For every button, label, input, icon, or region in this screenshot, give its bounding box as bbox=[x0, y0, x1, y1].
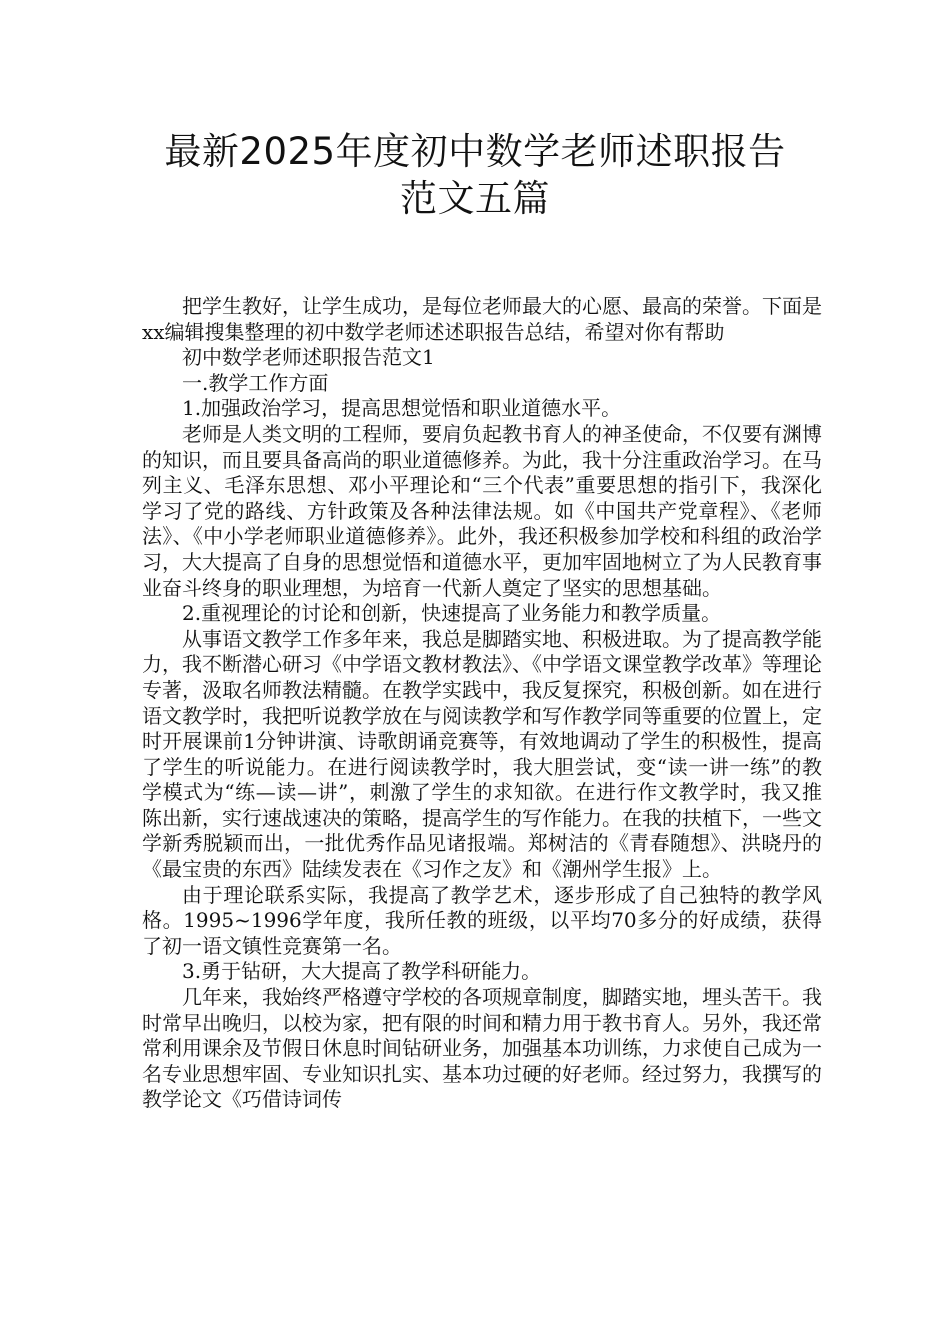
point-heading-1: 1.加强政治学习，提高思想觉悟和职业道德水平。 bbox=[182, 396, 622, 421]
body-paragraph: 由于理论联系实际，我提高了教学艺术，逐步形成了自己独特的教学风格。1995~1996学年度，我所任教的班级，以平均70多分的好成绩，获得了初一语文镇性竞赛第一名。 bbox=[142, 882, 822, 958]
body-paragraph: 从事语文教学工作多年来，我总是脚踏实地、积极进取。为了提高教学能力，我不断潜心研习《中学语文教材教法》、《中学语文课堂教学改革》等理论专著，汲取名师教法精髓。在教学实践中，我反复探究，积极创新。如在进行语文教学时，我把听说教学放在与阅读教学和写作教学同等重要的位置上，定时开展课前1分钟讲演、诗歌朗诵竞赛等，有效地调动了学生的积极性，提高了学生的听说能力。在进行阅读教学时，我大胆尝试，变“读一讲一练”的教学模式为“练—读—讲”，刺激了学生的求知欲。在进行作文教学时，我又推陈出新，实行速战速决的策略，提高学生的写作能力。在我的扶植下，一些文学新秀脱颖而出，一批优秀作品见诸报端。郑树洁的《青春随想》、洪晓丹的《最宝贵的东西》陆续发表在《习作之友》和《潮州学生报》上。 bbox=[142, 626, 822, 882]
point-heading-2: 2.重视理论的讨论和创新，快速提高了业务能力和教学质量。 bbox=[182, 601, 722, 626]
subheading-teaching-work: 一.教学工作方面 bbox=[182, 370, 329, 395]
section-heading-essay-1: 初中数学老师述职报告范文1 bbox=[182, 345, 435, 370]
document-body bbox=[142, 294, 822, 1113]
intro-paragraph: 把学生教好，让学生成功，是每位老师最大的心愿、最高的荣誉。下面是xx编辑搜集整理的初中数学老师述述职报告总结，希望对你有帮助 bbox=[142, 294, 822, 344]
title-line-1: 最新2025年度初中数学老师述职报告 bbox=[164, 130, 786, 173]
title-line-2: 范文五篇 bbox=[400, 177, 550, 220]
point-heading-3: 3.勇于钻研，大大提高了教学科研能力。 bbox=[182, 959, 542, 984]
body-paragraph: 老师是人类文明的工程师，要肩负起教书育人的神圣使命，不仅要有渊博的知识，而且要具备高尚的职业道德修养。为此，我十分注重政治学习。在马列主义、毛泽东思想、邓小平理论和“三个代表”重要思想的指引下，我深化学习了党的路线、方针政策及各种法律法规。如《中国共产党章程》、《老师法》、《中小学老师职业道德修养》。此外，我还积极参加学校和科组的政治学习，大大提高了自身的思想觉悟和道德水平，更加牢固地树立了为人民教育事业奋斗终身的职业理想，为培育一代新人奠定了坚实的思想基础。 bbox=[142, 421, 822, 600]
body-paragraph: 几年来，我始终严格遵守学校的各项规章制度，脚踏实地，埋头苦干。我时常早出晚归，以校为家，把有限的时间和精力用于教书育人。另外，我还常常利用课余及节假日休息时间钻研业务，加强基本功训练，力求使自己成为一名专业思想牢固、专业知识扎实、基本功过硬的好老师。经过努力，我撰写的教学论文《巧借诗词传 bbox=[142, 985, 822, 1112]
document-title bbox=[100, 128, 850, 222]
